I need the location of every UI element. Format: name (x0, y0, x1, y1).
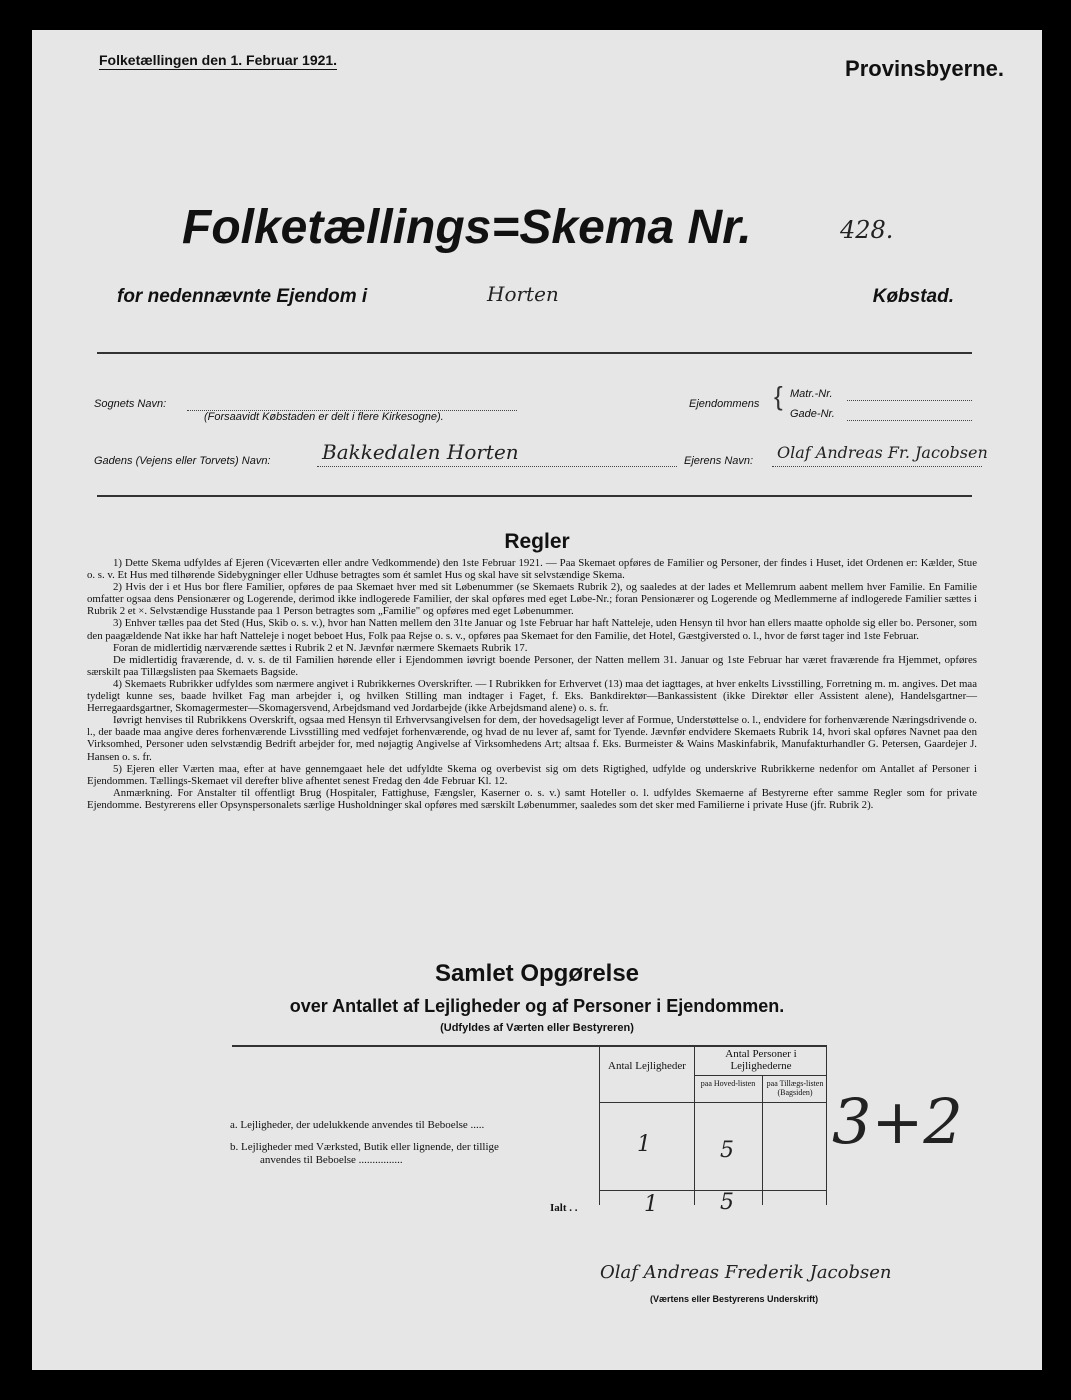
owner-name-label: Ejerens Navn: (684, 455, 754, 467)
owner-name-handwritten: Olaf Andreas Fr. Jacobsen (777, 443, 988, 462)
street-name-handwritten: Bakkedalen Horten (322, 440, 519, 464)
table-col-line (762, 1075, 763, 1205)
owner-name-line (772, 466, 982, 467)
property-prefix: for nedennævnte Ejendom i (117, 286, 368, 307)
rule-paragraph: 4) Skemaets Rubrikker udfyldes som nærmere angivet i Rubrikkernes Overskrifter. — I Rubrikken for Erhvervet (13) maa det iagttages, at hver enkelts Livsstilling, Forretning m. m. angives. Det maa tydeligt kunne ses, baade hvilket Fag man arbejder i, og hvilken Stilling man indtager i Faget, f. Eks. Bankdirektør—Bankassistent (ikke Direktør eller Assistent alene), Handelsgartner—Herregaardsgartner, Skomagermester—Skomagersvend, Arbejdsmand ved Jordarbejde (ikke Arbejdsmand alene) o. s. fr. (87, 677, 977, 715)
gade-nr-line (847, 420, 972, 421)
row-b-label: b. Lejligheder med Værksted, Butik eller lignende, der tillige (230, 1141, 499, 1153)
region-header: Provinsbyerne. (845, 56, 1004, 81)
fields-divider (97, 495, 972, 497)
rule-paragraph: Iøvrigt henvises til Rubrikkens Overskrift, ogsaa med Hensyn til Erhvervsangivelsen for dem, der hovedsageligt lever af Formue, Understøttelse o. l., endvidere for forhenværende Næringsdrivende o. l., der baade maa angive deres forhenværende Livsstilling med vedføjet forhenværende, og hvad de nu lever af, samt for Tyende. Jævnfør endvidere Skemaets Rubrik 14, hvori skal opføres Navnet paa den Virksomhed, Personer uden selvstændig Bedrift arbejder for, med nøjagtig Angivelse af Virksomhedens Art; altsaa f. Eks. Burmeister & Wains Maskinfabrik, Manufakturhandler G. Petersen, Gaardejer J. Hansen o. s. fr. (87, 714, 977, 763)
table-col-line (694, 1045, 695, 1205)
table-col-line (826, 1045, 827, 1205)
row-b-label-cont: anvendes til Beboelse ................ (260, 1154, 403, 1166)
col-persons-header: Antal Personer i Lejlighederne (725, 1048, 797, 1072)
property-label: Ejendommens (689, 398, 760, 410)
total-main-list-value: 5 (720, 1190, 734, 1215)
row-b-apartments-value: 1 (637, 1132, 651, 1157)
rule-paragraph: 2) Hvis der i et Hus bor flere Familier, opføres de paa Skemaet hver med sit Løbenummer (se Skemaets Rubrik 2), og saaledes at der lades et Mellemrum aabent mellem hver Familie. En Familie omfatter ogsaa dens Pensionærer og Logerende, derimod ikke indlogerede Familier, der skal opføres med eget Løbe-Nr.; foran Pensionærer og Logerende og Medlemmerne af indlogerede Familier sættes i Rubrik 2 et ×. Selvstændige Husstande paa 1 Person betragtes som „Familie" og opføres med eget Løbenummer. (87, 581, 977, 618)
matr-nr-line (847, 400, 972, 401)
town-type-label: Købstad. (872, 286, 954, 307)
table-subheader-line (694, 1075, 826, 1076)
col-main-list-header: paa Hoved-listen (700, 1079, 756, 1088)
street-name-line (317, 466, 677, 467)
table-col-line (599, 1045, 600, 1205)
street-name-label: Gadens (Vejens eller Torvets) Navn: (94, 455, 271, 467)
rule-paragraph: Foran de midlertidig nærværende sættes i Rubrik 2 et N. Jævnfør nærmere Skemaets Rubrik 17. (113, 641, 528, 654)
parish-label: Sognets Navn: (94, 398, 167, 410)
row-a-label: a. Lejligheder, der udelukkende anvendes til Beboelse ..... (230, 1119, 485, 1131)
table-total-line (599, 1190, 826, 1191)
rule-paragraph: 3) Enhver tælles paa det Sted (Hus, Skib o. s. v.), hvor han Natten mellem den 31te Januar og 1ste Februar har haft Natteleje, uden Hensyn til hvor han ellers maatte opholde sig eller bo. Personer, som den paagældende Nat ikke har haft Natteleje i noget beboet Hus, Folk paa Rejse o. s. v., opføres paa Skemaet for den Familie, det Hotel, Gæstgiversted o. l., hvor de først tager ind 1ste Februar. (87, 617, 977, 642)
table-top-border (232, 1045, 827, 1047)
city-name-handwritten: Horten (487, 282, 559, 306)
summary-title: Samlet Opgørelse (434, 960, 640, 987)
form-title: Folketællings=Skema Nr. (182, 201, 752, 254)
title-divider (97, 352, 972, 354)
rule-paragraph: 1) Dette Skema udfyldes af Ejeren (Viceværten eller andre Vedkommende) den 1ste Februar 1921. — Paa Skemaet opføres de Familier og Personer, der findes i Huset, idet Ordenen er: Kælder, Stue o. s. v. Et Hus med tilhørende Sidebygninger eller Udhuse betragtes som ét samlet Hus og skal have sit selvstændige Skema. (87, 557, 977, 582)
col-supplement-list-header: paa Tillægs-listen (Bagsiden) (766, 1079, 824, 1097)
row-total-label: Ialt . . (550, 1202, 578, 1214)
summary-subtitle: over Antallet af Lejligheder og af Personer i Ejendommen. (289, 996, 785, 1016)
form-number-handwritten: 428. (840, 216, 894, 244)
rule-paragraph: 5) Ejeren eller Værten maa, efter at have gennemgaaet hele det udfyldte Skema og overbevist sig om dets Rigtighed, udfylde og underskrive Rubrikkerne nedenfor om Antallet af Personer i Ejendommen. Tællings-Skemaet vil derefter blive afhentet senest Fredag den 4de Februar Kl. 12. (87, 762, 977, 787)
table-header-bottom (599, 1102, 826, 1103)
census-date-header: Folketællingen den 1. Februar 1921. (99, 52, 338, 68)
rule-paragraph: De midlertidig fraværende, d. v. s. de til Familien hørende eller i Ejendommen iøvrigt boende Personer, der Natten mellem 31. Januar og 1ste Februar har været fraværende fra Hjemmet, opføres særskilt paa Tillægslisten paa Skemaets Bagside. (87, 653, 977, 678)
col-apartments-header: Antal Lejligheder (608, 1060, 686, 1072)
parish-note: (Forsaavidt Købstaden er delt i flere Kirkesogne). (204, 411, 444, 423)
margin-tally-handwritten: 3+2 (832, 1085, 963, 1158)
census-form-sheet (32, 30, 1042, 1370)
gade-nr-label: Gade-Nr. (790, 408, 835, 420)
rules-text (87, 557, 977, 811)
owner-signature: Olaf Andreas Frederik Jacobsen (600, 1262, 892, 1283)
matr-nr-label: Matr.-Nr. (790, 388, 833, 400)
signature-caption: (Værtens eller Bestyrerens Underskrift) (650, 1294, 819, 1304)
rule-paragraph: Anmærkning. For Anstalter til offentligt Brug (Hospitaler, Fattighuse, Fængsler, Kaserner o. s. v.) samt Hoteller o. l. udfyldes Skemaerne af Bestyrerne efter samme Regler som for private Ejendomme. Bestyrerens eller Opsynspersonalets særlige Husholdninger skal opføres med særskilt Løbenummer, saaledes som det sker med Familierne i private Huse (jfr. Rubrik 2). (87, 786, 977, 811)
row-b-main-list-value: 5 (720, 1138, 734, 1163)
total-apartments-value: 1 (644, 1192, 658, 1217)
rules-heading: Regler (504, 530, 570, 553)
summary-note: (Udfyldes af Værten eller Bestyreren) (440, 1022, 634, 1034)
brace-icon: { (774, 381, 783, 411)
